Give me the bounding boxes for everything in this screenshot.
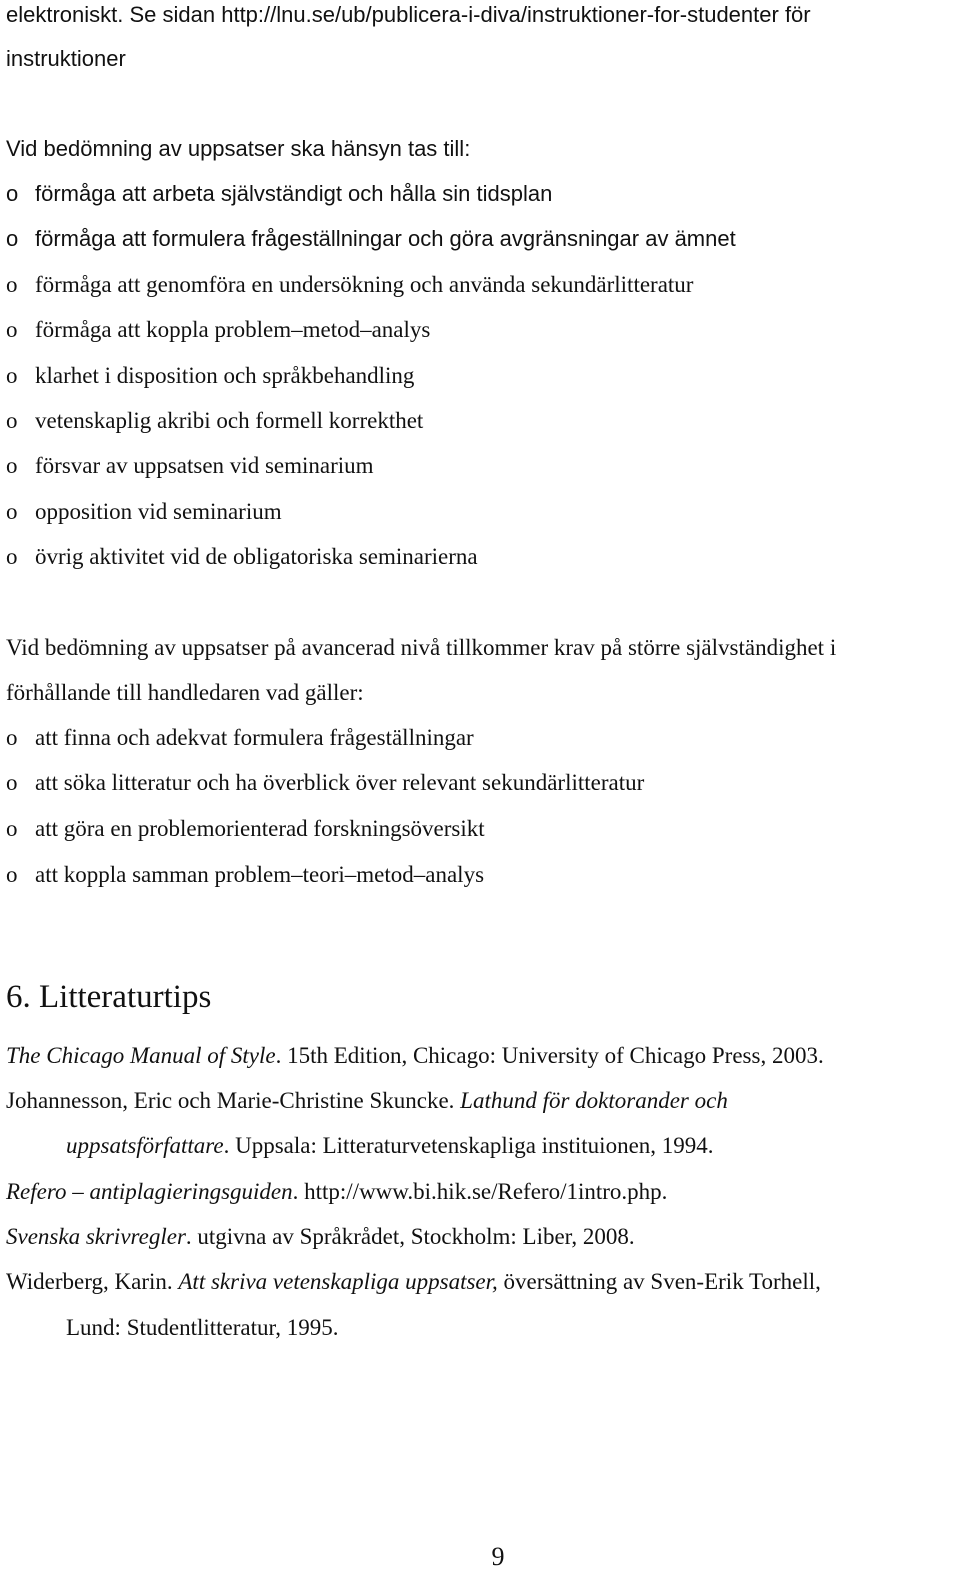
bullet-marker: o — [6, 499, 18, 524]
reference-1 — [6, 1041, 824, 1071]
reference-details: . http://www.bi.hik.se/Refero/1intro.php. — [292, 1179, 668, 1204]
list-item — [6, 224, 736, 254]
list-item — [6, 723, 474, 753]
list-item — [6, 768, 644, 798]
reference-title: uppsatsförfattare — [66, 1133, 224, 1158]
bullet-marker: o — [6, 226, 19, 251]
bullet-marker: o — [6, 363, 18, 388]
bullet-marker: o — [6, 181, 19, 206]
reference-details: . utgivna av Språkrådet, Stockholm: Liber, 2008. — [185, 1224, 635, 1249]
reference-title: Att skriva vetenskapliga uppsatser, — [178, 1269, 498, 1294]
reference-5-continued: Lund: Studentlitteratur, 1995. — [66, 1315, 339, 1340]
reference-author: Widerberg, Karin. — [6, 1269, 179, 1294]
advanced-intro-line-2: förhållande till handledaren vad gäller: — [6, 680, 364, 705]
list-item-text: försvar av uppsatsen vid seminarium — [35, 453, 374, 478]
reference-details: översättning av Sven-Erik Torhell, — [497, 1269, 821, 1294]
reference-title: Lathund för doktorander och — [460, 1088, 728, 1113]
reference-details: . Uppsala: Litteraturvetenskapliga instituionen, 1994. — [223, 1133, 714, 1158]
list-item-text: att söka litteratur och ha överblick över relevant sekundärlitteratur — [35, 770, 645, 795]
bullet-marker: o — [6, 544, 18, 569]
list-item-text: opposition vid seminarium — [35, 499, 282, 524]
bullet-marker: o — [6, 272, 18, 297]
list-item — [6, 860, 484, 890]
bullet-marker: o — [6, 770, 18, 795]
reference-5 — [6, 1267, 821, 1297]
list-item-text: att koppla samman problem–teori–metod–analys — [35, 862, 485, 887]
list-item-text: förmåga att arbeta självständigt och hålla sin tidsplan — [35, 181, 553, 206]
bullet-marker: o — [6, 453, 18, 478]
list-item — [6, 179, 552, 209]
reference-4 — [6, 1222, 635, 1252]
list-item-text: klarhet i disposition och språkbehandling — [35, 363, 415, 388]
bullet-marker: o — [6, 408, 18, 433]
bullet-marker: o — [6, 725, 18, 750]
assessment-intro: Vid bedömning av uppsatser ska hänsyn tas till: — [6, 136, 471, 161]
reference-author: Johannesson, Eric och Marie-Christine Skuncke. — [6, 1088, 461, 1113]
reference-details: . 15th Edition, Chicago: University of Chicago Press, 2003. — [275, 1043, 824, 1068]
section-heading-literature: 6. Litteraturtips — [6, 979, 212, 1015]
list-item — [6, 270, 693, 300]
advanced-intro-line-1: Vid bedömning av uppsatser på avancerad nivå tillkommer krav på större självständighet i — [6, 635, 837, 660]
list-item — [6, 814, 485, 844]
list-item-text: att finna och adekvat formulera frågeställningar — [35, 725, 474, 750]
list-item-text: övrig aktivitet vid de obligatoriska seminarierna — [35, 544, 478, 569]
list-item — [6, 451, 374, 481]
list-item — [6, 406, 423, 436]
intro-line-2: instruktioner — [6, 46, 126, 71]
reference-title: The Chicago Manual of Style — [6, 1043, 276, 1068]
list-item — [6, 497, 282, 527]
bullet-marker: o — [6, 862, 18, 887]
reference-2 — [6, 1086, 728, 1116]
reference-2-continued — [66, 1131, 714, 1161]
page-number: 9 — [491, 1542, 505, 1571]
list-item-text: förmåga att genomföra en undersökning och använda sekundärlitteratur — [35, 272, 694, 297]
list-item-text: vetenskaplig akribi och formell korrekthet — [35, 408, 424, 433]
list-item — [6, 361, 414, 391]
list-item — [6, 315, 430, 345]
reference-3 — [6, 1177, 667, 1207]
list-item-text: att göra en problemorienterad forskningsöversikt — [35, 816, 485, 841]
reference-title: Refero – antiplagieringsguiden — [6, 1179, 293, 1204]
bullet-marker: o — [6, 816, 18, 841]
list-item — [6, 542, 478, 572]
intro-line-1: elektroniskt. Se sidan http://lnu.se/ub/publicera-i-diva/instruktioner-for-studenter för — [6, 2, 811, 27]
list-item-text: förmåga att koppla problem–metod–analys — [35, 317, 431, 342]
bullet-marker: o — [6, 317, 18, 342]
reference-title: Svenska skrivregler — [6, 1224, 186, 1249]
list-item-text: förmåga att formulera frågeställningar och göra avgränsningar av ämnet — [35, 226, 736, 251]
